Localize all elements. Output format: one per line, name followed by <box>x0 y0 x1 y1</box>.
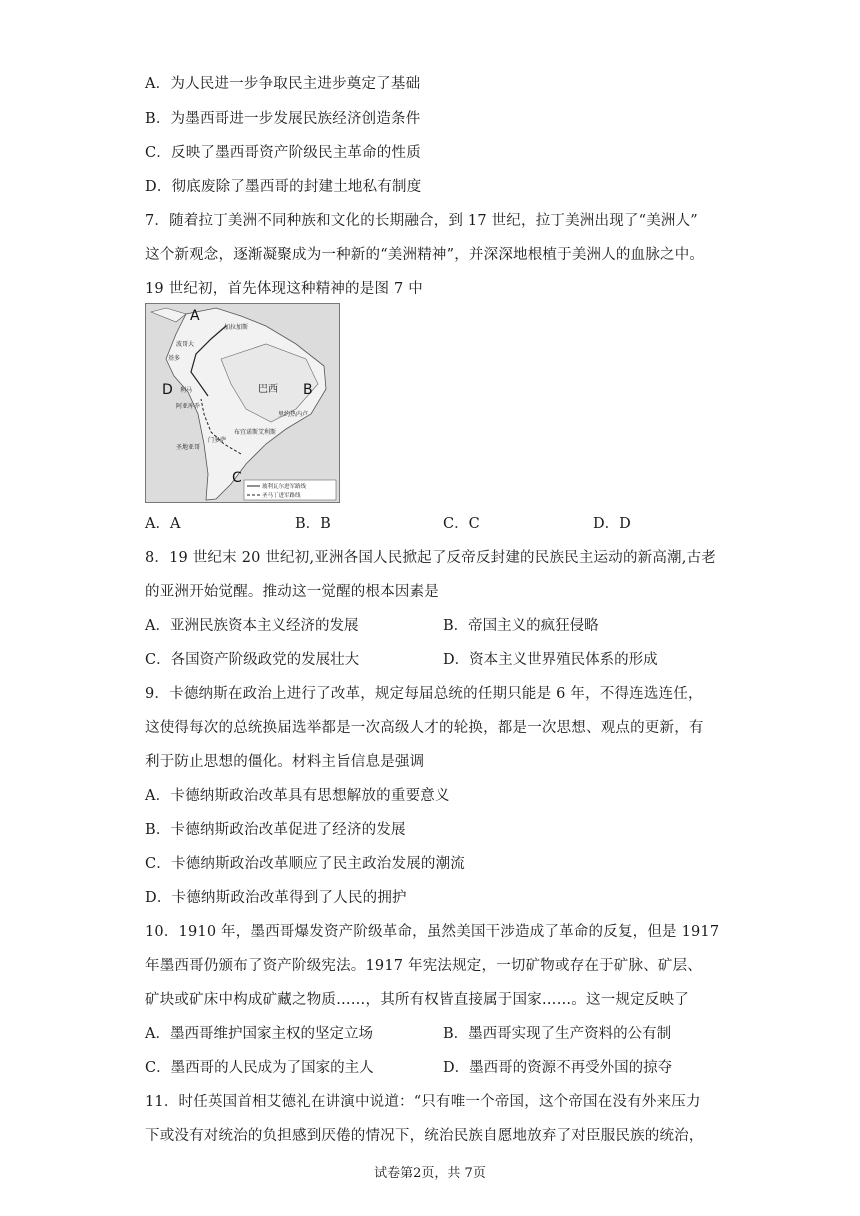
q8-stem-line2: 的亚洲开始觉醒。推动这一觉醒的根本因素是 <box>145 584 439 600</box>
place-rio: 里约热内卢 <box>278 411 309 418</box>
q10-stem-line2: 年墨西哥仍颁布了资产阶级宪法。1917 年宪法规定，一切矿物或存在于矿脉、矿层、 <box>145 958 703 974</box>
map-label-c: C <box>232 470 242 486</box>
place-quito: 基多 <box>168 355 181 362</box>
place-mendoza: 门多萨 <box>208 437 227 444</box>
q7-option-a: A．A <box>145 516 181 532</box>
legend-bolivar: 玻利瓦尔进军路线 <box>262 484 307 490</box>
q10-option-d: D．墨西哥的资源不再受外国的掠夺 <box>443 1060 673 1076</box>
q8-option-b: B．帝国主义的疯狂侵略 <box>443 618 599 634</box>
q10-stem-line3: 矿块或矿床中构成矿藏之物质……，其所有权皆直接属于国家……。这一规定反映了 <box>145 992 689 1008</box>
q9-option-b: B．卡德纳斯政治改革促进了经济的发展 <box>145 822 406 838</box>
place-caracas: 加拉加斯 <box>224 324 249 331</box>
map-label-b: B <box>303 382 313 398</box>
legend-san-martin: 圣马丁进军路线 <box>262 493 301 499</box>
place-ayacucho: 阿亚库乔 <box>176 403 201 410</box>
q10-option-c: C．墨西哥的人民成为了国家的主人 <box>145 1060 374 1076</box>
q7-stem-line3: 19 世纪初，首先体现这种精神的是图 7 中 <box>145 281 423 297</box>
q10-option-b: B．墨西哥实现了生产资料的公有制 <box>443 1026 672 1042</box>
q11-stem-line1: 11．时任英国首相艾德礼在讲演中说道：“只有唯一个帝国，这个帝国在没有外来压力 <box>145 1094 701 1110</box>
q8-stem-line1: 8．19 世纪末 20 世纪初,亚洲各国人民掀起了反帝反封建的民族民主运动的新高潮,古老 <box>145 550 716 566</box>
place-brazil: 巴西 <box>258 384 278 395</box>
q8-option-d: D．资本主义世界殖民体系的形成 <box>443 652 658 668</box>
south-america-map <box>145 303 340 503</box>
q7-option-d: D．D <box>593 516 631 532</box>
q9-option-c: C．卡德纳斯政治改革顺应了民主政治发展的潮流 <box>145 856 465 872</box>
q9-option-a: A．卡德纳斯政治改革具有思想解放的重要意义 <box>145 788 450 804</box>
q6-option-a: A．为人民进一步争取民主进步奠定了基础 <box>145 76 421 92</box>
q6-option-b: B．为墨西哥进一步发展民族经济创造条件 <box>145 111 421 127</box>
q8-option-c: C．各国资产阶级政党的发展壮大 <box>145 652 360 668</box>
q7-stem-line1: 7．随着拉丁美洲不同种族和文化的长期融合，到 17 世纪，拉丁美洲出现了“美洲人” <box>145 213 698 229</box>
place-santiago: 圣地亚哥 <box>176 444 201 451</box>
q9-stem-line3: 利于防止思想的僵化。材料主旨信息是强调 <box>145 754 425 770</box>
q6-option-c: C．反映了墨西哥资产阶级民主革命的性质 <box>145 145 421 161</box>
q10-option-a: A．墨西哥维护国家主权的坚定立场 <box>145 1026 373 1042</box>
q7-option-c: C．C <box>443 516 480 532</box>
q9-stem-line2: 这使得每次的总统换届选举都是一次高级人才的轮换，都是一次思想、观点的更新，有 <box>145 720 704 736</box>
q7-option-b: B．B <box>295 516 331 532</box>
q11-stem-line2: 下或没有对统治的负担感到厌倦的情况下，统治民族自愿地放弃了对臣服民族的统治， <box>145 1128 704 1144</box>
q6-option-d: D．彻底废除了墨西哥的封建土地私有制度 <box>145 179 422 195</box>
map-label-d: D <box>162 382 173 398</box>
q9-stem-line1: 9．卡德纳斯在政治上进行了改革，规定每届总统的任期只能是 6 年，不得连选连任， <box>145 686 703 702</box>
place-bogota: 波哥大 <box>176 341 195 348</box>
q7-stem-line2: 这个新观念，逐渐凝聚成为一种新的“美洲精神”，并深深地根植于美洲人的血脉之中。 <box>145 247 705 263</box>
q10-stem-line1: 10．1910 年，墨西哥爆发资产阶级革命，虽然美国干涉造成了革命的反复，但是 1917 <box>145 924 720 940</box>
place-lima: 利马 <box>180 387 193 394</box>
q9-option-d: D．卡德纳斯政治改革得到了人民的拥护 <box>145 890 407 906</box>
map-label-a: A <box>190 308 200 324</box>
page-footer: 试卷第2页，共 7页 <box>374 1166 486 1181</box>
place-buenos-aires: 布宜诺斯艾利斯 <box>234 429 277 436</box>
q8-option-a: A．亚洲民族资本主义经济的发展 <box>145 618 359 634</box>
